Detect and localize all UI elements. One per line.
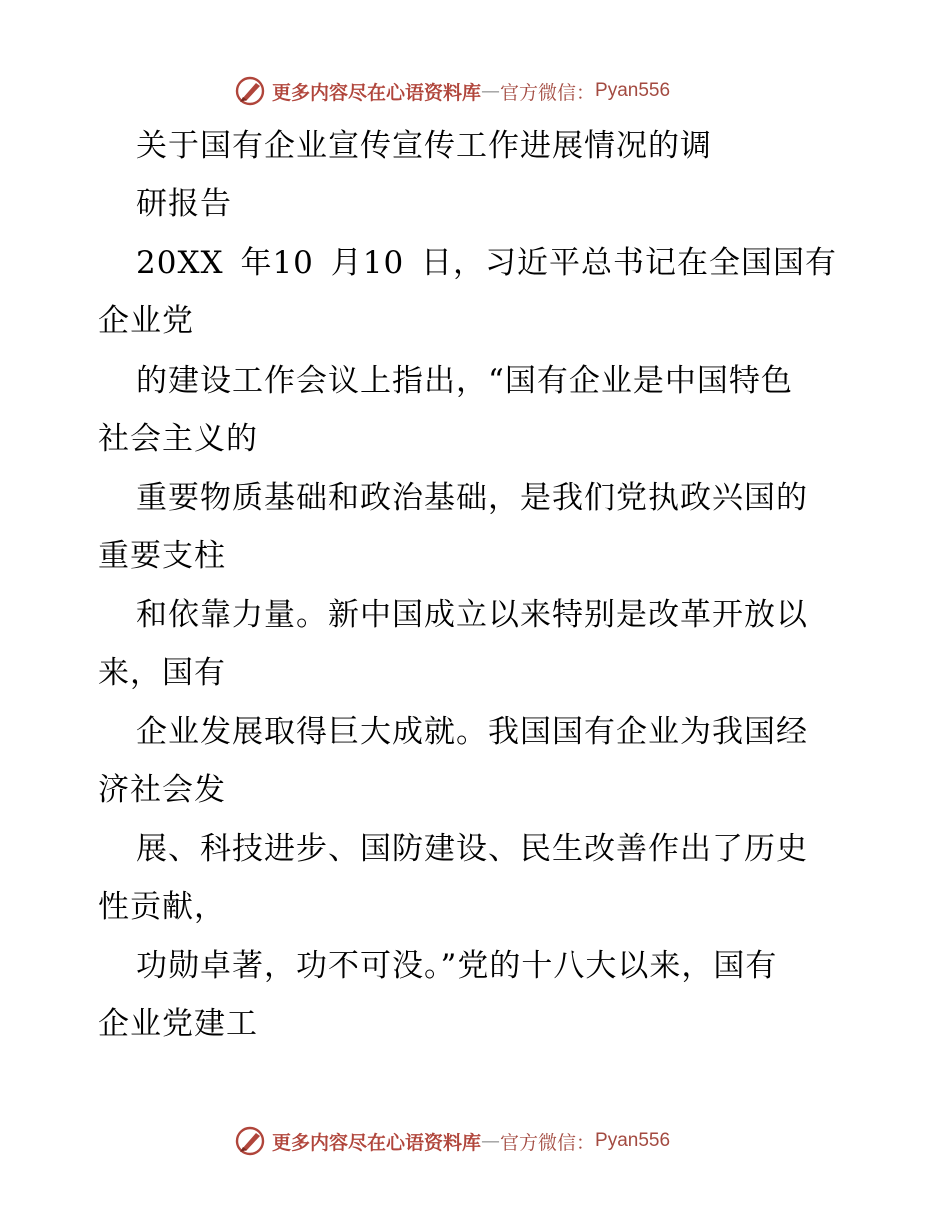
paragraph-line: 来，国有 xyxy=(98,655,226,691)
watermark-wechat-label: 官方微信： xyxy=(500,81,596,104)
paragraph-line: 的建设工作会议上指出，“国有企业是中国特色 xyxy=(136,363,793,399)
paragraph-line: 重要支柱 xyxy=(98,538,226,574)
paragraph-line: 功勋卓著，功不可没。”党的十八大以来，国有 xyxy=(136,948,778,984)
watermark-separator: — xyxy=(481,80,501,102)
paragraph-line: 济社会发 xyxy=(98,772,226,808)
paragraph-line: 社会主义的 xyxy=(98,421,258,457)
paragraph-line: 企业党建工 xyxy=(98,1006,258,1042)
pen-logo-icon xyxy=(234,1125,266,1157)
pen-logo-icon xyxy=(234,75,266,107)
watermark-wechat-label: 官方微信： xyxy=(500,1131,596,1154)
paragraph-line: 企业发展取得巨大成就。我国国有企业为我国经 xyxy=(136,714,808,750)
paragraph-line: 和依靠力量。新中国成立以来特别是改革开放以 xyxy=(136,597,808,633)
paragraph-line: 展、科技进步、国防建设、民生改善作出了历史 xyxy=(136,831,808,867)
watermark-group xyxy=(234,1121,670,1161)
watermark-main-text: 更多内容尽在心语资料库 xyxy=(272,81,482,104)
header-watermark xyxy=(0,71,950,111)
watermark-main-text: 更多内容尽在心语资料库 xyxy=(272,1131,482,1154)
footer-watermark xyxy=(0,1121,950,1161)
watermark-group xyxy=(234,71,670,111)
document-title-line-2: 研报告 xyxy=(136,186,232,222)
paragraph-line: 重要物质基础和政治基础，是我们党执政兴国的 xyxy=(136,480,808,516)
document-title-line-1: 关于国有企业宣传宣传工作进展情况的调 xyxy=(136,128,712,164)
watermark-wechat-id: Pyan556 xyxy=(595,80,671,101)
paragraph-line: 性贡献， xyxy=(98,889,226,925)
watermark-separator: — xyxy=(481,1130,501,1152)
paragraph-line: 20XX 年10 月10 日，习近平总书记在全国国有 xyxy=(136,245,838,281)
paragraph-line: 企业党 xyxy=(98,303,194,339)
watermark-wechat-id: Pyan556 xyxy=(595,1130,671,1151)
